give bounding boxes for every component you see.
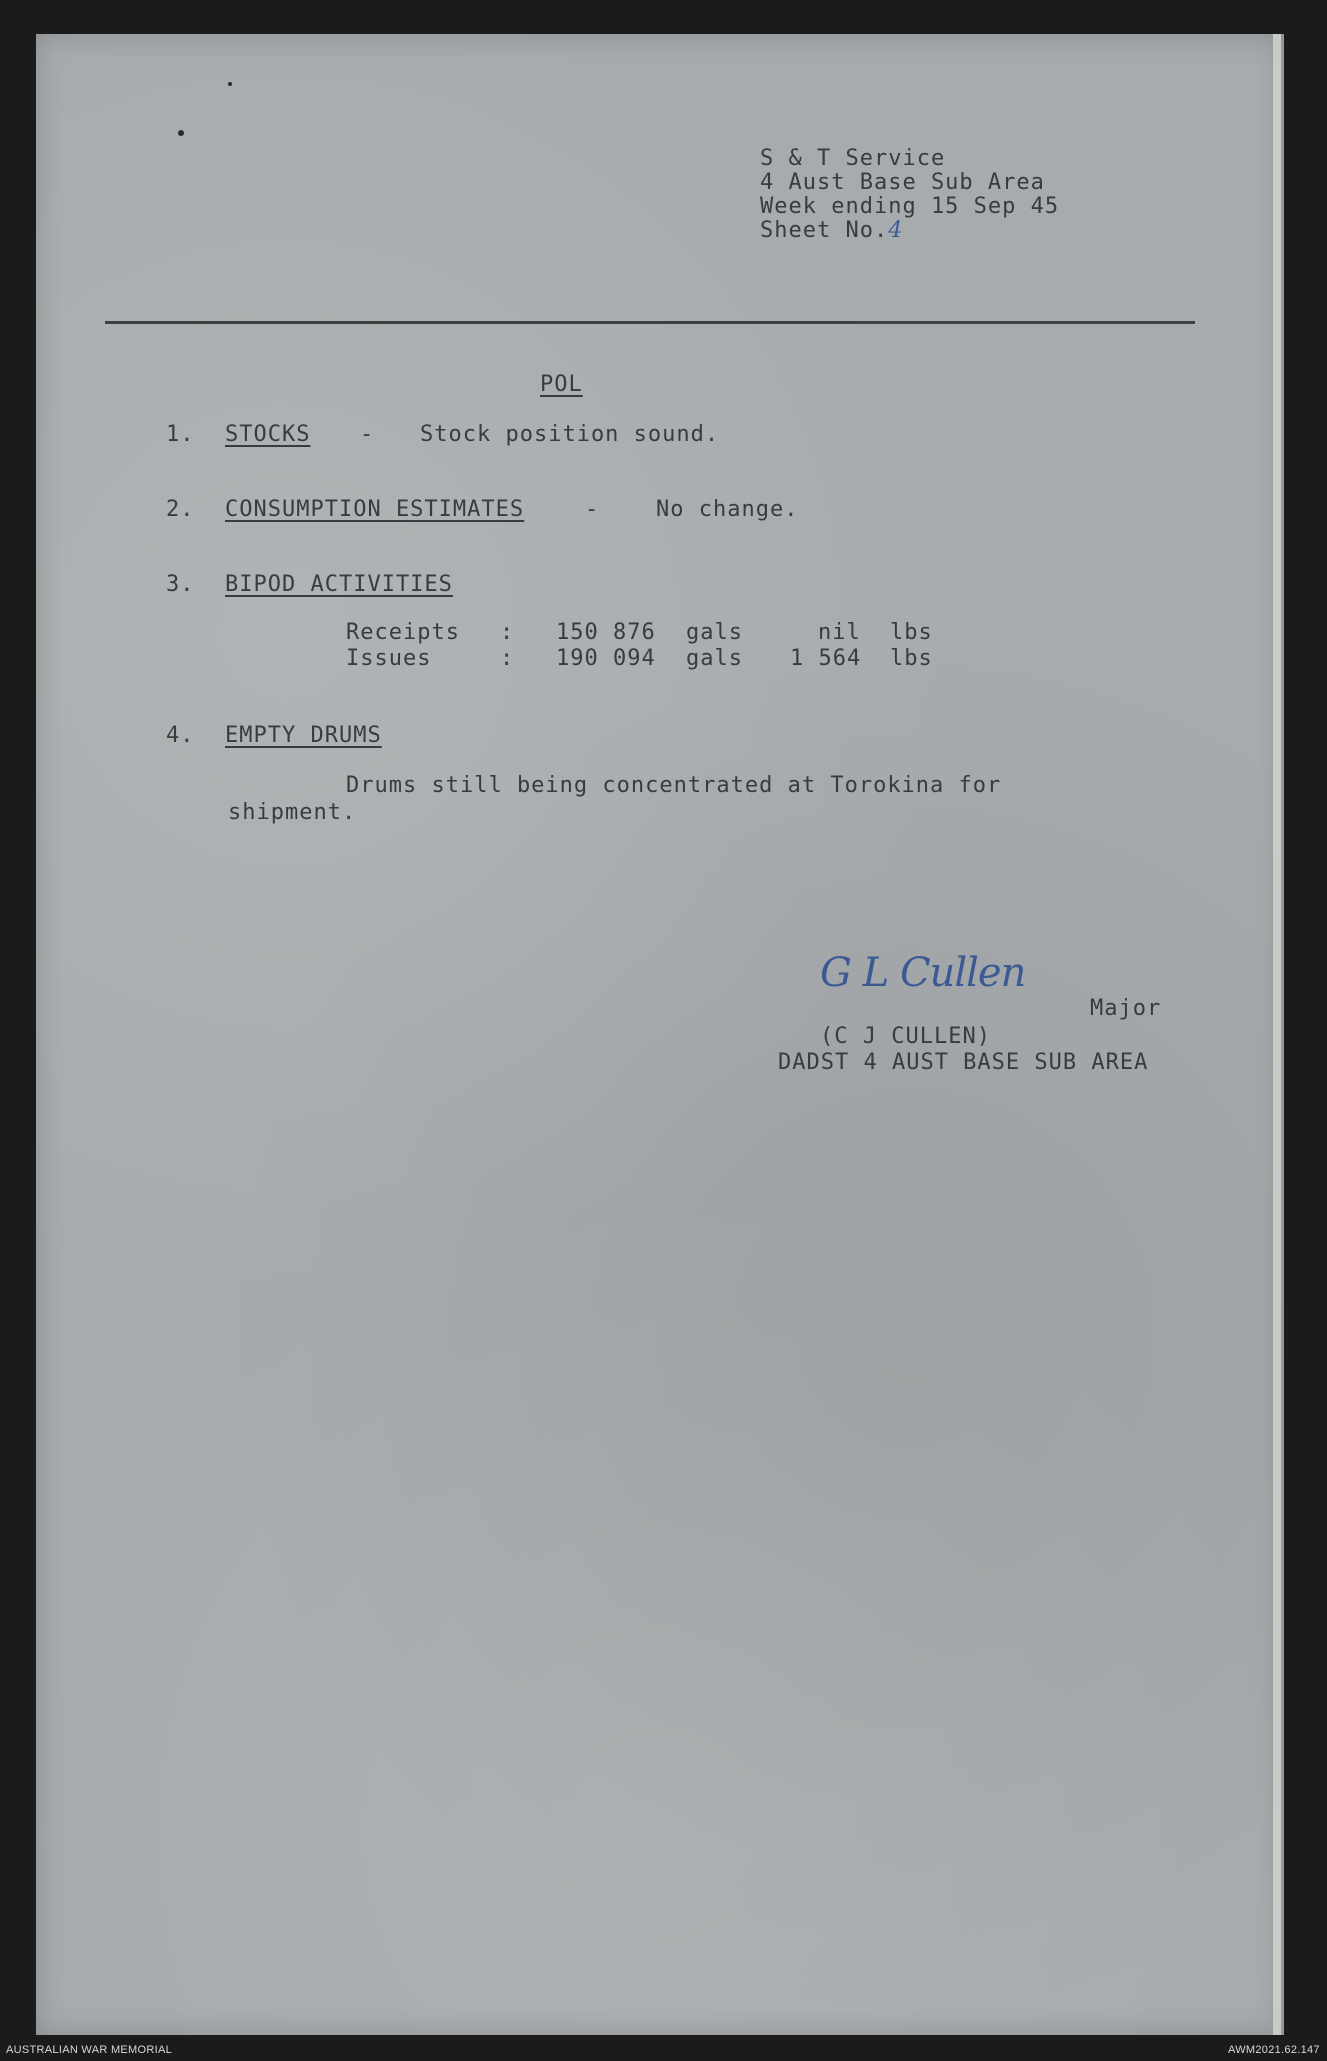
issues-lbs-unit: lbs bbox=[890, 646, 933, 671]
item-3-heading: BIPOD ACTIVITIES bbox=[225, 572, 453, 597]
receipts-sep: : bbox=[500, 620, 515, 645]
page-edge bbox=[1273, 34, 1281, 2035]
sheet-number: 4 bbox=[888, 218, 904, 243]
receipts-gals-unit: gals bbox=[686, 620, 743, 645]
drums-text-line-2: shipment. bbox=[228, 800, 357, 825]
issues-label: Issues bbox=[346, 646, 432, 671]
issues-lbs: 1 564 bbox=[790, 646, 862, 671]
document-page bbox=[36, 34, 1284, 2035]
issues-gals-unit: gals bbox=[686, 646, 743, 671]
item-4-number: 4. bbox=[166, 723, 195, 748]
header-line-3: Week ending 15 Sep 45 bbox=[760, 194, 1060, 219]
issues-gals: 190 094 bbox=[556, 646, 656, 671]
item-1-heading: STOCKS bbox=[225, 422, 311, 447]
receipts-lbs-unit: lbs bbox=[890, 620, 933, 645]
item-2-text: No change. bbox=[656, 497, 799, 522]
item-4-heading: EMPTY DRUMS bbox=[225, 723, 382, 748]
item-2-heading: CONSUMPTION ESTIMATES bbox=[225, 497, 525, 522]
item-1-number: 1. bbox=[166, 422, 195, 447]
signatory-position: DADST 4 AUST BASE SUB AREA bbox=[778, 1050, 1149, 1075]
receipts-gals: 150 876 bbox=[556, 620, 656, 645]
punch-mark bbox=[178, 130, 184, 136]
header-line-2: 4 Aust Base Sub Area bbox=[760, 170, 1045, 195]
punch-mark bbox=[228, 82, 232, 86]
signatory-rank: Major bbox=[1090, 996, 1162, 1021]
item-3-number: 3. bbox=[166, 572, 195, 597]
sheet-label: Sheet No. bbox=[760, 218, 889, 243]
header-line-1: S & T Service bbox=[760, 146, 946, 171]
issues-sep: : bbox=[500, 646, 515, 671]
footer-reference: AWM2021.62.147 bbox=[1228, 2044, 1320, 2056]
receipts-lbs: nil bbox=[818, 620, 861, 645]
footer-institution: AUSTRALIAN WAR MEMORIAL bbox=[6, 2044, 173, 2056]
signatory-name: (C J CULLEN) bbox=[820, 1024, 991, 1049]
item-2-dash: - bbox=[585, 497, 600, 522]
page-title: POL bbox=[540, 372, 583, 397]
item-1-text: Stock position sound. bbox=[420, 422, 720, 447]
item-2-number: 2. bbox=[166, 497, 195, 522]
header-rule bbox=[105, 321, 1195, 324]
handwritten-signature: G L Cullen bbox=[820, 950, 1026, 996]
drums-text-line-1: Drums still being concentrated at Torokina for bbox=[346, 773, 1002, 798]
item-1-dash: - bbox=[360, 422, 375, 447]
sheet-number-line bbox=[760, 220, 903, 242]
receipts-label: Receipts bbox=[346, 620, 460, 645]
